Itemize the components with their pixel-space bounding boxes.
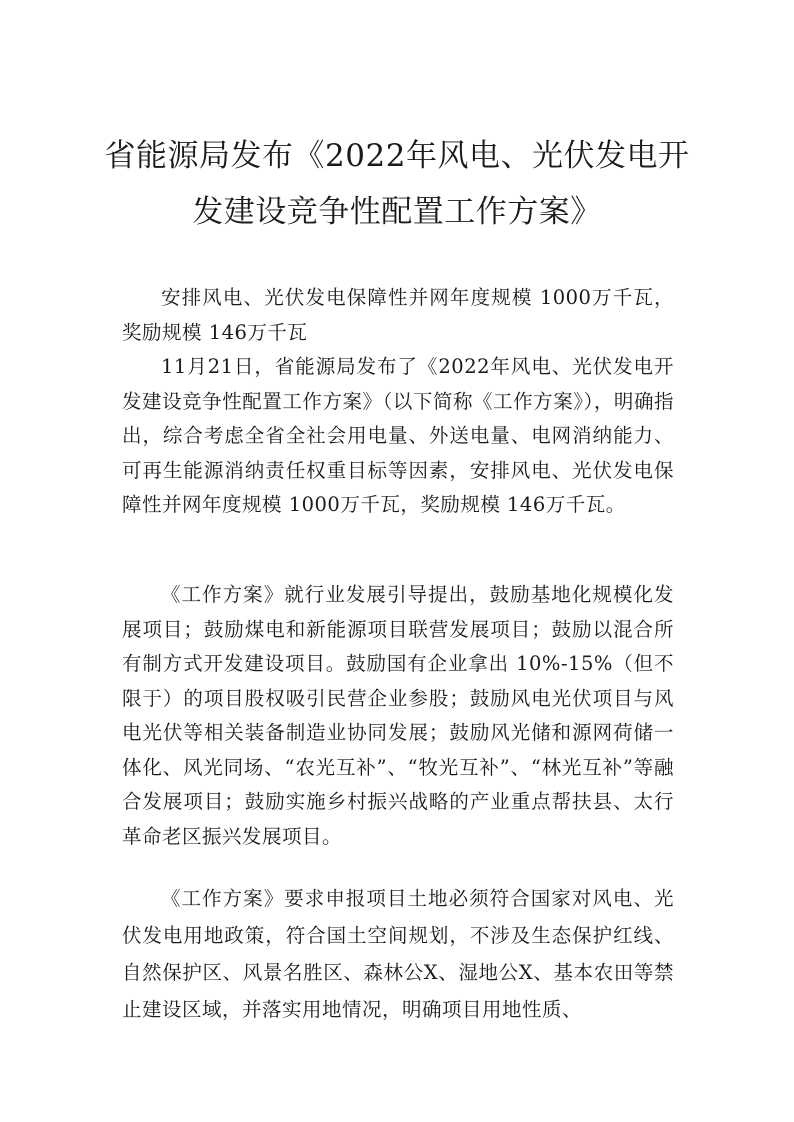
subtitle-paragraph: 安排风电、光伏发电保障性并网年度规模 1000万千瓦，奖励规模 146万千瓦	[122, 286, 674, 344]
document-title-line-2: 发建设竞争性配置工作方案》	[192, 194, 602, 230]
body-paragraph-2: 《工作方案》就行业发展引导提出，鼓励基地化规模化发展项目；鼓励煤电和新能源项目联营发展项目；鼓励以混合所有制方式开发建设项目。鼓励国有企业拿出 10%-15%（但不限于）的项目股权吸引民营企业参股；鼓励风电光伏项目与风电光伏等相关装备制造业协同发展；鼓励风光储和源网荷储一体化、风光同场、“农光互补”、“牧光互补”、“林光互补”等融合发展项目；鼓励实施乡村振兴战略的产业重点帮扶县、太行革命老区振兴发展项目。	[122, 583, 674, 848]
body-paragraph-1: 11月21日，省能源局发布了《2022年风电、光伏发电开发建设竞争性配置工作方案》（以下简称《工作方案》），明确指出，综合考虑全省全社会用电量、外送电量、电网消纳能力、可再生能源消纳责任权重目标等因素，安排风电、光伏发电保障性并网年度规模 1000万千瓦，奖励规模 146万千瓦。	[122, 355, 674, 516]
body-paragraph-3: 《工作方案》要求申报项目土地必须符合国家对风电、光伏发电用地政策，符合国土空间规划，不涉及生态保护红线、自然保护区、风景名胜区、森林公X、湿地公X、基本农田等禁止建设区域，并落实用地情况，明确项目用地性质、	[122, 887, 674, 1021]
paragraph-block-1	[122, 350, 674, 523]
document-title-line-1: 省能源局发布《2022年风电、光伏发电开	[104, 138, 690, 174]
subtitle-block	[122, 281, 674, 350]
paragraph-block-3	[122, 880, 674, 1028]
paragraph-block-2	[122, 578, 674, 854]
